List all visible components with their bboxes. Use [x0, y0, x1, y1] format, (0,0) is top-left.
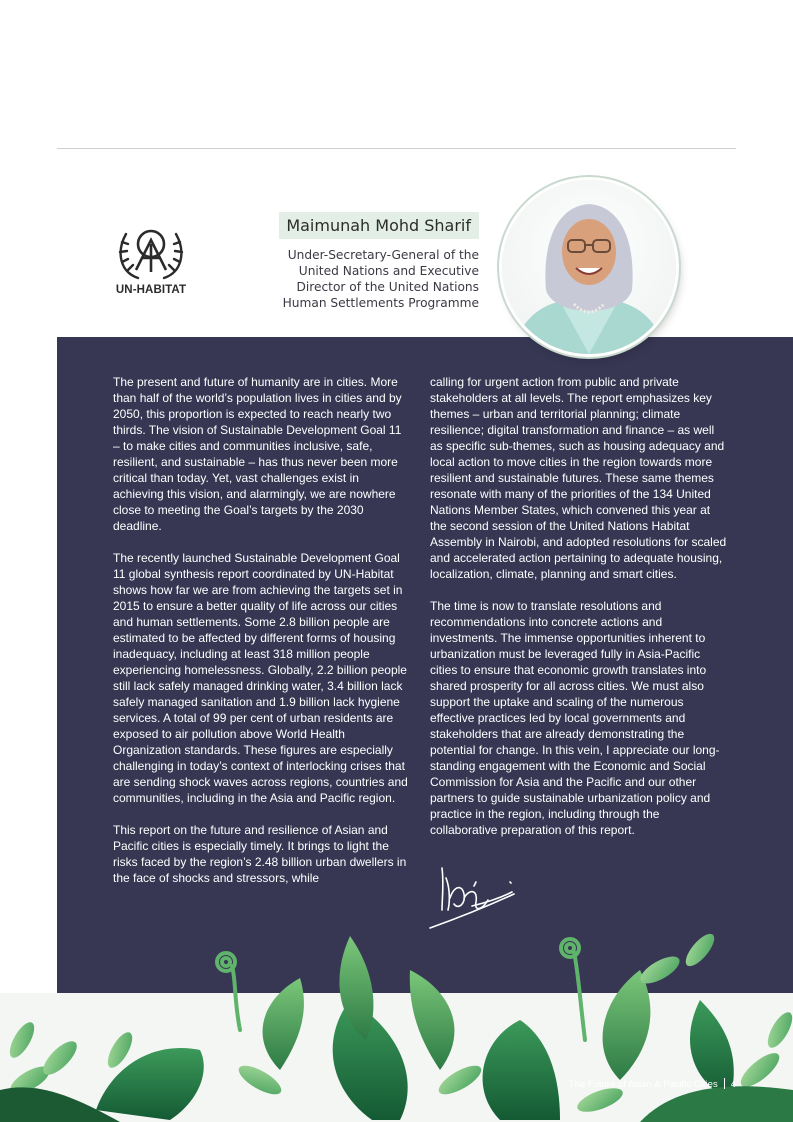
- signature-icon: [428, 858, 524, 932]
- un-habitat-logo: [108, 222, 194, 302]
- left-text-column: [113, 374, 409, 902]
- un-habitat-emblem-icon: [112, 222, 190, 282]
- body-paragraph: The recently launched Sustainable Development Goal 11 global synthesis report coordinated by UN-Habitat shows how far we are from achieving the targets set in 2015 to ensure a better quality of life across our cities and human settlements. Some 2.8 billion people are estimated to be affected by different forms of housing inadequacy, including at least 318 million people experiencing homelessness. Globally, 2.2 billion people still lack safely managed drinking water, 3.4 billion lack safely managed sanitation and 1.9 billion lack hygiene services. A total of 99 per cent of urban residents are exposed to air pollution above World Health Organization standards. These figures are especially challenging in today’s context of interlocking crises that are sending shock waves across regions, countries and communities, including in the Asia and Pacific region.: [113, 551, 408, 805]
- body-paragraph: The present and future of humanity are in cities. More than half of the world’s population lives in cities and by 2050, this proportion is expected to reach nearly two thirds. The vision of Sustainable Development Goal 11 – to make cities and communities inclusive, safe, resilient, and sustainable – has thus never been more critical than today. Yet, vast challenges exist in achieving this vision, and alarmingly, we are nowhere close to meeting the Goal’s targets by the 2030 deadline.: [113, 375, 402, 533]
- title-line: Under-Secretary-General of the: [287, 248, 479, 262]
- name-highlight: [279, 212, 479, 239]
- top-divider: [57, 148, 736, 149]
- org-logo-text: UN-HABITAT: [115, 284, 187, 296]
- body-paragraph: The time is now to translate resolutions and recommendations into concrete actions and investments. The immense opportunities inherent to urbanization must be leveraged fully in Asia-Pacific cities to ensure that economic growth translates into shared prosperity for all across cities. We must also support the uptake and scaling of the numerous effective practices led by local governments and stakeholders that are already demonstrating the potential for change. In this vein, I appreciate our long-standing engagement with the Economic and Social Commission for Asia and the Pacific and our other partners to guide sustainable urbanization policy and practice in the region, including through the collaborative preparation of this report.: [430, 599, 720, 837]
- title-line: United Nations and Executive: [298, 264, 479, 278]
- footer-separator: [724, 1078, 725, 1089]
- page-footer: [569, 1078, 736, 1090]
- publication-title: The Future of Asian & Pacific Cities: [568, 1079, 718, 1090]
- person-title: [283, 247, 479, 311]
- person-name: Maimunah Mohd Sharif: [286, 216, 471, 235]
- page-number: 4: [730, 1079, 736, 1090]
- body-paragraph: calling for urgent action from public and private stakeholders at all levels. The report emphasizes key themes – urban and territorial planning; climate resilience; digital transformation and finance – as well as specific sub-themes, such as housing adequacy and local action to move cities in the region towards more resilient and sustainable futures. These same themes resonate with many of the priorities of the 134 United Nations Member States, which convened this year at the second session of the United Nations Habitat Assembly in Nairobi, and adopted resolutions for scaled and accelerated action pertaining to adequate housing, localization, climate, planning and smart cities.: [430, 375, 727, 581]
- portrait-photo: [502, 180, 676, 354]
- body-paragraph: This report on the future and resilience of Asian and Pacific cities is especially timely. It brings to light the risks faced by the region’s 2.48 billion urban dwellers in the face of shocks and stressors, while: [113, 823, 407, 885]
- foliage-illustration: [0, 930, 793, 1122]
- title-line: Director of the United Nations: [296, 280, 479, 294]
- right-text-column: [430, 374, 730, 854]
- title-line: Human Settlements Programme: [282, 296, 479, 310]
